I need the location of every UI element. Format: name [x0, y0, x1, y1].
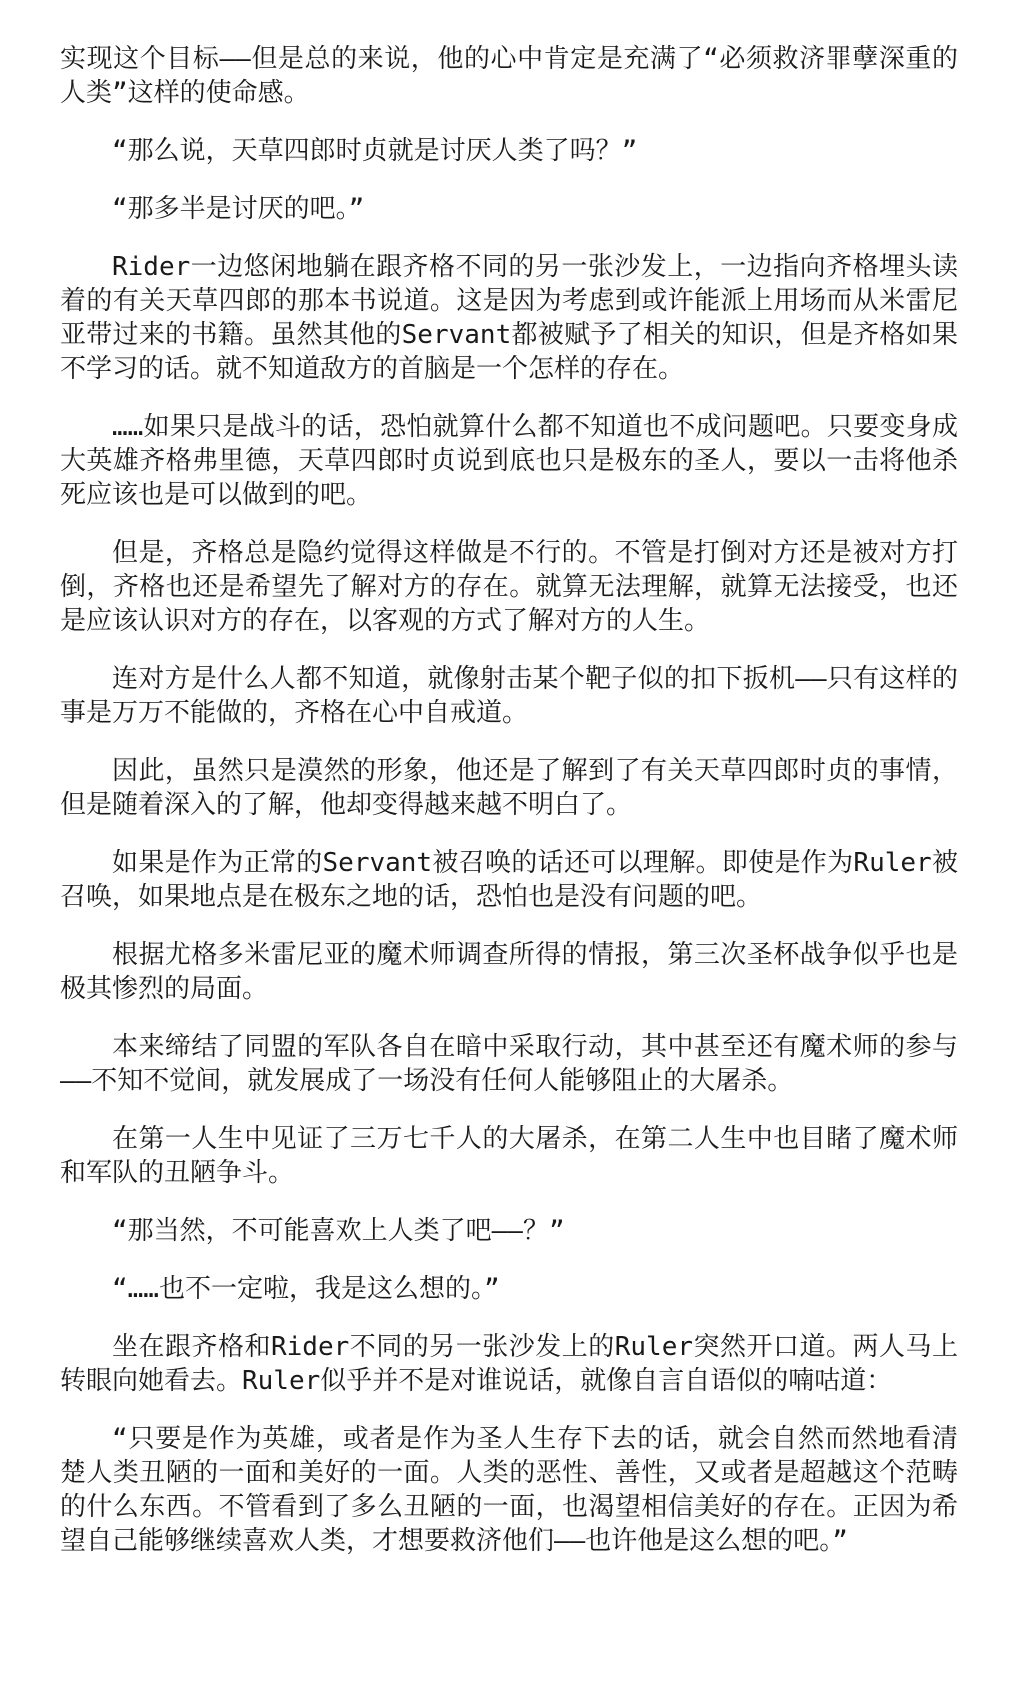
paragraph: 连对方是什么人都不知道，就像射击某个靶子似的扣下扳机——只有这样的事是万万不能做的，齐格在心中自戒道。 [60, 664, 958, 728]
paragraph: 本来缔结了同盟的军队各自在暗中采取行动，其中甚至还有魔术师的参与——不知不觉间，就发展成了一场没有任何人能够阻止的大屠杀。 [60, 1032, 958, 1096]
paragraph: “那么说，天草四郎时贞就是讨厌人类了吗？” [112, 136, 638, 166]
paragraph: 在第一人生中见证了三万七千人的大屠杀，在第二人生中也目睹了魔术师和军队的丑陋争斗。 [60, 1124, 958, 1188]
paragraph: 因此，虽然只是漠然的形象，他还是了解到了有关天草四郎时贞的事情，但是随着深入的了解，他却变得越来越不明白了。 [60, 756, 958, 820]
paragraph: “只要是作为英雄，或者是作为圣人生存下去的话，就会自然而然地看清楚人类丑陋的一面和美好的一面。人类的恶性、善性，又或者是超越这个范畴的什么东西。不管看到了多么丑陋的一面，也渴望相信美好的存在。正因为希望自己能够继续喜欢人类，才想要救济他们——也许他是这么想的吧。” [60, 1424, 958, 1556]
paragraph: 如果是作为正常的Servant被召唤的话还可以理解。即使是作为Ruler被召唤，如果地点是在极东之地的话，恐怕也是没有问题的吧。 [60, 848, 958, 912]
paragraph: “那多半是讨厌的吧。” [112, 194, 365, 224]
paragraph: ……如果只是战斗的话，恐怕就算什么都不知道也不成问题吧。只要变身成大英雄齐格弗里德，天草四郎时贞说到底也只是极东的圣人，要以一击将他杀死应该也是可以做到的吧。 [60, 412, 958, 510]
paragraph: 实现这个目标——但是总的来说，他的心中肯定是充满了“必须救济罪孽深重的人类”这样的使命感。 [60, 44, 958, 108]
paragraph: 根据尤格多米雷尼亚的魔术师调查所得的情报，第三次圣杯战争似乎也是极其惨烈的局面。 [60, 940, 958, 1004]
paragraph: 坐在跟齐格和Rider不同的另一张沙发上的Ruler突然开口道。两人马上转眼向她看去。Ruler似乎并不是对谁说话，就像自言自语似的喃咕道： [60, 1332, 958, 1396]
paragraph: Rider一边悠闲地躺在跟齐格不同的另一张沙发上，一边指向齐格埋头读着的有关天草四郎的那本书说道。这是因为考虑到或许能派上用场而从米雷尼亚带过来的书籍。虽然其他的Servant都被赋予了相关的知识，但是齐格如果不学习的话。就不知道敌方的首脑是一个怎样的存在。 [60, 252, 958, 384]
paragraph: 但是，齐格总是隐约觉得这样做是不行的。不管是打倒对方还是被对方打倒，齐格也还是希望先了解对方的存在。就算无法理解，就算无法接受，也还是应该认识对方的存在，以客观的方式了解对方的人生。 [60, 538, 958, 636]
paragraph: “那当然，不可能喜欢上人类了吧——？” [112, 1216, 565, 1246]
paragraph: “……也不一定啦，我是这么想的。” [112, 1274, 500, 1304]
